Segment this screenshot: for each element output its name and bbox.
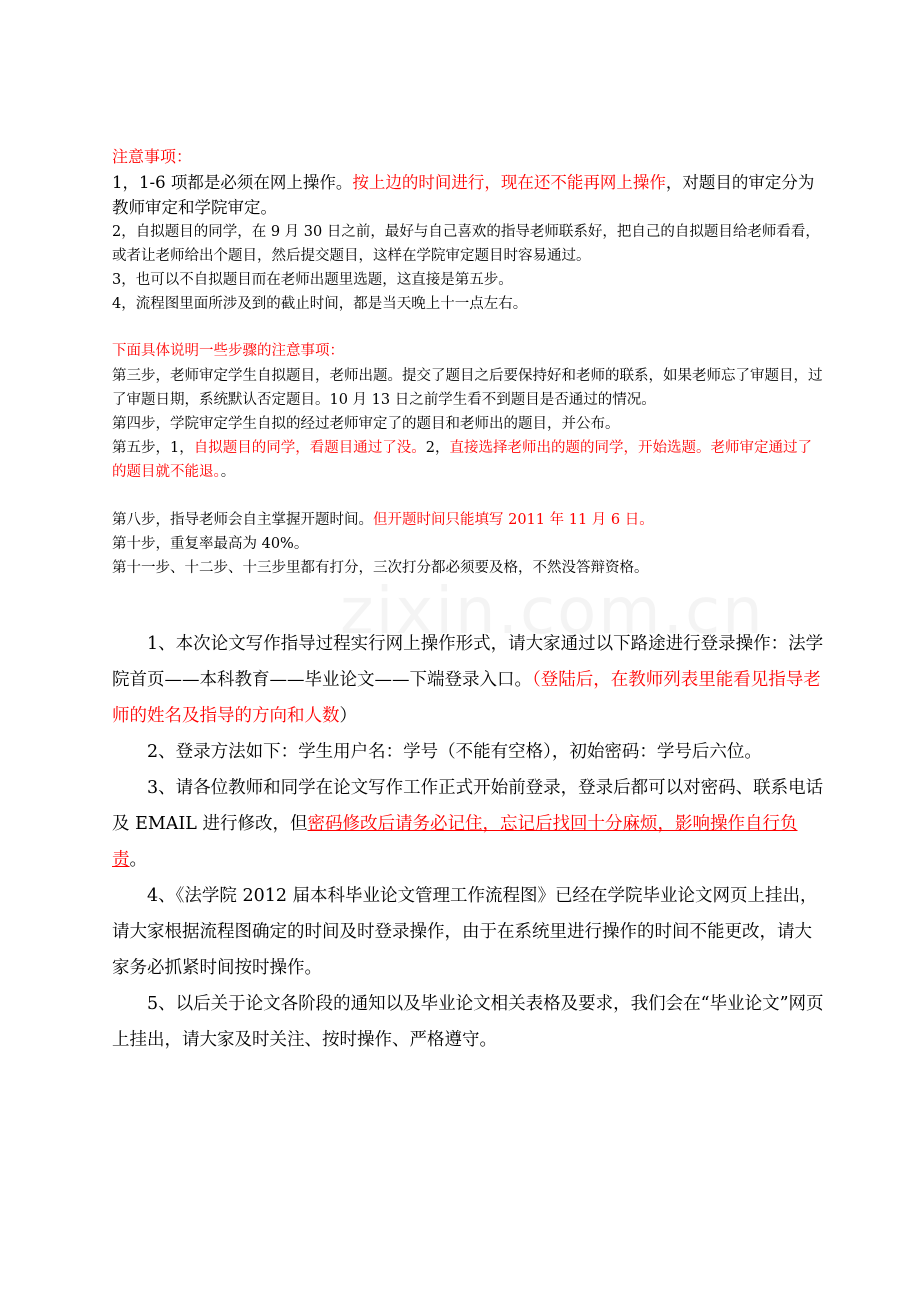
step-4: 第四步，学院审定学生自拟的经过老师审定了的题目和老师出的题目，并公布。 [112,416,620,432]
instruction-1 [112,626,824,734]
notes-title: 注意事项： [112,147,193,166]
instruction-3-text: 3、请各位教师和同学在论文写作工作正式开始前登录，登录后都可以对密码、联系电话及 EMAIL 进行修改，但 [112,778,824,834]
steps-title: 下面具体说明一些步骤的注意事项： [112,343,344,359]
note-item-1-text: 1，1-6 项都是必须在网上操作。 [112,173,353,192]
step-8 [112,508,824,532]
step-5 [112,436,824,484]
steps-section [112,340,824,484]
instruction-3-tail: 。 [129,850,147,870]
note-item-2: 2，自拟题目的同学，在 9 月 30 日之前，最好与自己喜欢的指导老师联系好，把自己的自拟题目给老师看看，或者让老师给出个题目，然后提交题目，这样在学院审定题目时容易通过。 [112,224,820,264]
step-8-text: 第八步，指导老师会自主掌握开题时间。 [112,512,373,528]
instruction-2: 2、登录方法如下：学生用户名：学号（不能有空格），初始密码：学号后六位。 [147,742,762,762]
step-5-tail: 。 [220,464,236,480]
note-item-4: 4，流程图里面所涉及到的截止时间，都是当天晚上十一点左右。 [112,296,528,312]
instruction-5: 5、以后关于论文各阶段的通知以及毕业论文相关表格及要求，我们会在“毕业论文”网页上挂出，请大家及时关注、按时操作、严格遵守。 [112,994,824,1050]
step-5-mid: 2， [425,440,450,456]
note-item-1-highlight: 按上边的时间进行，现在还不能再网上操作 [352,173,666,192]
step-10: 第十步，重复率最高为 40%。 [112,536,309,552]
notes-section [112,146,824,316]
note-item-1 [112,170,824,220]
step-5-highlight-1: 自拟题目的同学，看题目通过了没。 [193,440,426,456]
step-5-text: 第五步，1， [112,440,194,456]
instruction-1-tail: ） [339,706,357,726]
note-item-1-tail: ，对题目的审定分为教师审定和学院审定。 [112,173,815,217]
later-steps-section [112,508,824,580]
instructions-section [112,626,824,1058]
instruction-1-highlight: （登陆后，在教师列表里能看见指导老师的姓名及指导的方向和人数 [112,670,821,726]
instruction-1-text: 1、本次论文写作指导过程实行网上操作形式，请大家通过以下路途进行登录操作：法学院首页——本科教育——毕业论文——下端登录入口。 [112,634,824,690]
instruction-4: 4、《法学院 2012 届本科毕业论文管理工作流程图》已经在学院毕业论文网页上挂出，请大家根据流程图确定的时间及时登录操作，由于在系统里进行操作的时间不能更改，请大家务必抓紧时间按时操作。 [112,886,818,978]
instruction-3 [112,770,824,878]
step-3: 第三步，老师审定学生自拟题目，老师出题。提交了题目之后要保持好和老师的联系，如果老师忘了审题目，过了审题日期，系统默认否定题目。10 月 13 日之前学生看不到题目是否通过的情况。 [112,368,823,408]
step-8-highlight: 但开题时间只能填写 2011 年 11 月 6 日。 [373,512,654,528]
step-11: 第十一步、十二步、十三步里都有打分，三次打分都必须要及格，不然没答辩资格。 [112,560,649,576]
note-item-3: 3，也可以不自拟题目而在老师出题里选题，这直接是第五步。 [112,272,513,288]
instruction-3-highlight: 密码修改后请务必记住，忘记后找回十分麻烦，影响操作自行负责 [112,814,798,870]
step-5-highlight-2: 直接选择老师出的题的同学，开始选题。老师审定通过了的题目就不能退。 [112,440,812,480]
